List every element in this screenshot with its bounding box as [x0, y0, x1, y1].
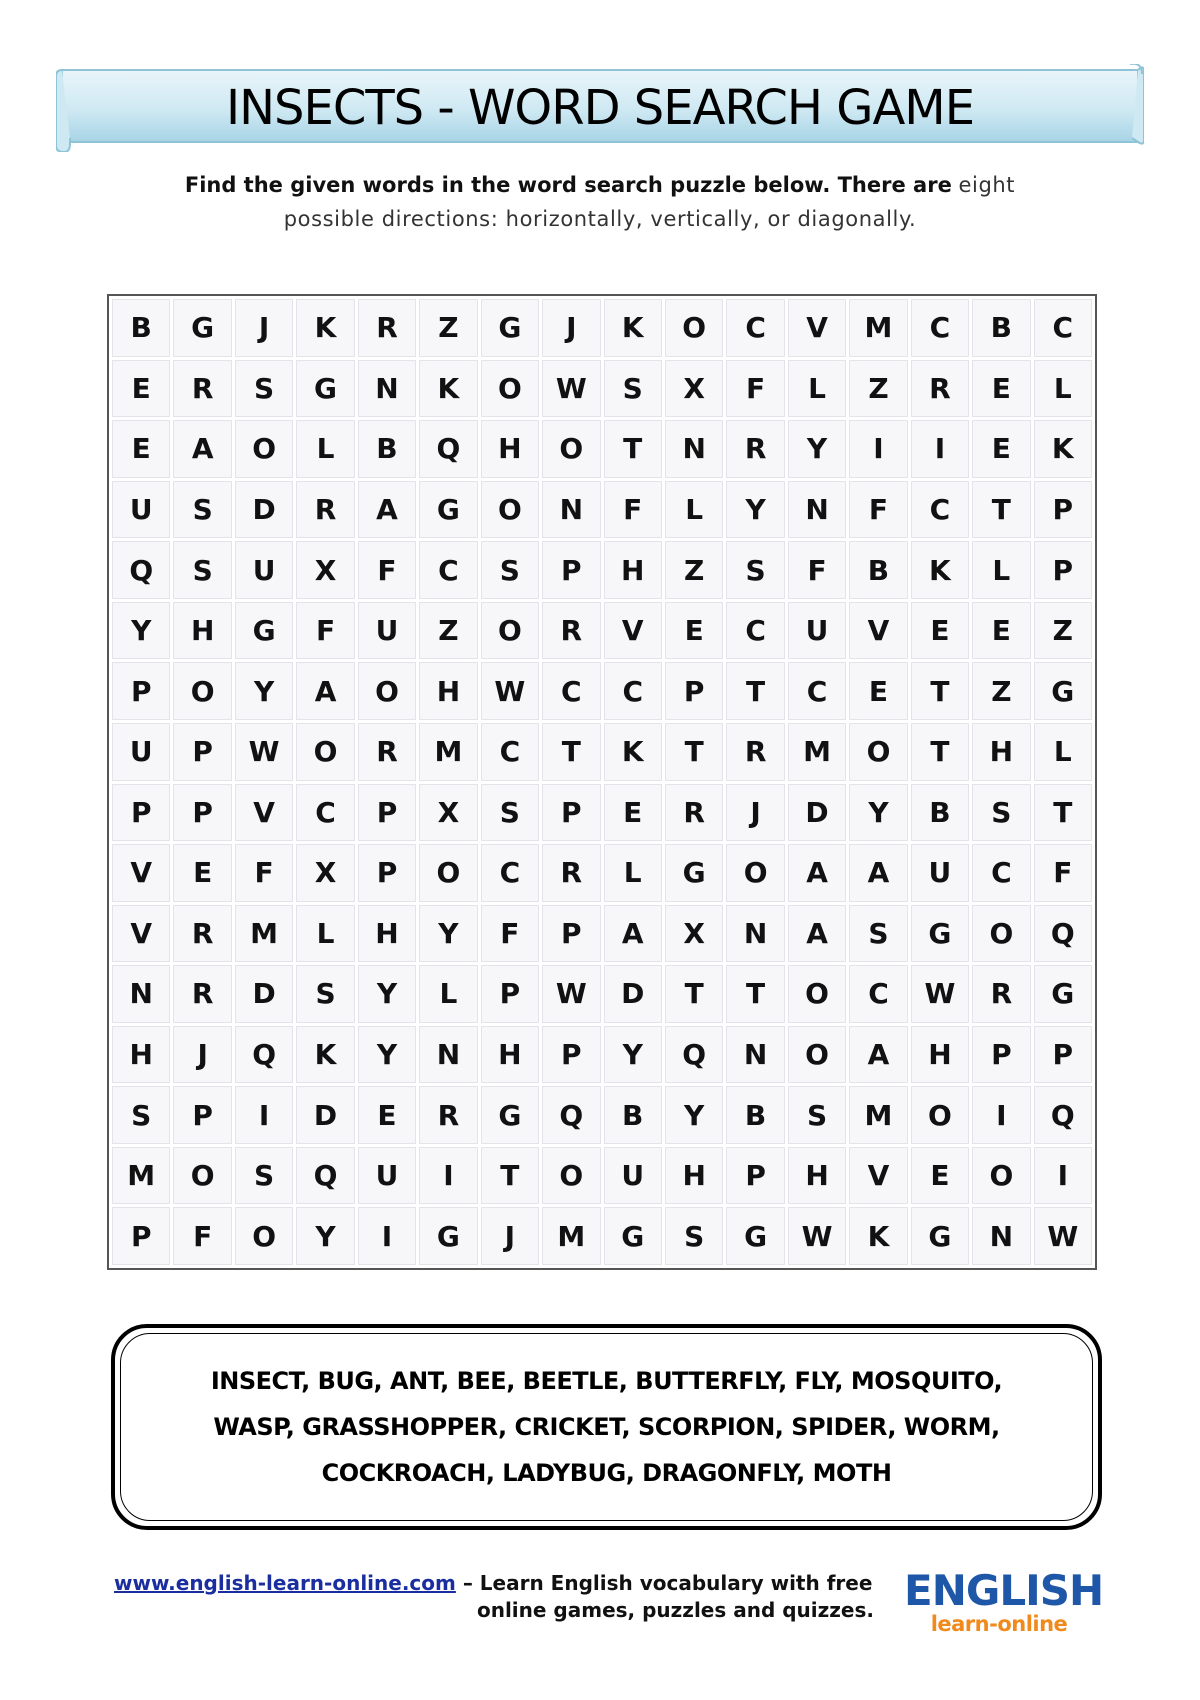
grid-cell[interactable]: G — [911, 1207, 969, 1265]
grid-cell[interactable]: P — [173, 784, 231, 842]
grid-cell[interactable]: H — [604, 541, 662, 599]
grid-cell[interactable]: Z — [419, 602, 477, 660]
grid-cell[interactable]: W — [481, 662, 539, 720]
grid-cell[interactable]: Y — [849, 784, 907, 842]
grid-cell[interactable]: Y — [112, 602, 170, 660]
grid-cell[interactable]: P — [358, 784, 416, 842]
grid-cell[interactable]: K — [604, 299, 662, 357]
grid-cell[interactable]: G — [665, 844, 723, 902]
grid-cell[interactable]: Q — [112, 541, 170, 599]
grid-cell[interactable]: C — [726, 602, 784, 660]
grid-cell[interactable]: L — [604, 844, 662, 902]
grid-cell[interactable]: N — [726, 905, 784, 963]
grid-cell[interactable]: L — [296, 905, 354, 963]
grid-cell[interactable]: G — [296, 360, 354, 418]
grid-cell[interactable]: S — [173, 541, 231, 599]
grid-cell[interactable]: O — [235, 420, 293, 478]
grid-cell[interactable]: T — [604, 420, 662, 478]
grid-cell[interactable]: Q — [542, 1086, 600, 1144]
grid-cell[interactable]: R — [542, 844, 600, 902]
grid-cell[interactable]: M — [788, 723, 846, 781]
grid-cell[interactable]: R — [911, 360, 969, 418]
grid-cell[interactable]: E — [604, 784, 662, 842]
grid-cell[interactable]: O — [419, 844, 477, 902]
grid-cell[interactable]: N — [112, 965, 170, 1023]
grid-cell[interactable]: C — [604, 662, 662, 720]
grid-cell[interactable]: E — [972, 420, 1030, 478]
grid-cell[interactable]: L — [419, 965, 477, 1023]
grid-cell[interactable]: F — [358, 541, 416, 599]
grid-cell[interactable]: G — [481, 1086, 539, 1144]
grid-cell[interactable]: X — [665, 360, 723, 418]
grid-cell[interactable]: Y — [296, 1207, 354, 1265]
word-list-line-1: INSECT, BUG, ANT, BEE, BEETLE, BUTTERFLY, FLY, MOSQUITO, — [210, 1367, 1003, 1395]
grid-cell[interactable]: F — [1034, 844, 1092, 902]
grid-cell[interactable]: S — [849, 905, 907, 963]
grid-cell[interactable]: B — [112, 299, 170, 357]
grid-cell[interactable]: O — [296, 723, 354, 781]
grid-cell[interactable]: C — [481, 844, 539, 902]
grid-cell[interactable]: D — [604, 965, 662, 1023]
grid-cell[interactable]: P — [542, 905, 600, 963]
grid-cell[interactable]: L — [665, 481, 723, 539]
word-list-line-3: COCKROACH, LADYBUG, DRAGONFLY, MOTH — [321, 1459, 892, 1487]
grid-cell[interactable]: A — [849, 1026, 907, 1084]
grid-cell[interactable]: Y — [788, 420, 846, 478]
grid-cell[interactable]: O — [911, 1086, 969, 1144]
grid-cell[interactable]: V — [235, 784, 293, 842]
grid-cell[interactable]: O — [542, 420, 600, 478]
grid-cell[interactable]: J — [542, 299, 600, 357]
grid-cell[interactable]: N — [726, 1026, 784, 1084]
grid-cell[interactable]: P — [542, 784, 600, 842]
grid-cell[interactable]: S — [726, 541, 784, 599]
grid-cell[interactable]: I — [419, 1147, 477, 1205]
grid-cell[interactable]: H — [173, 602, 231, 660]
grid-cell[interactable]: P — [173, 1086, 231, 1144]
grid-cell[interactable]: X — [296, 541, 354, 599]
grid-cell[interactable]: B — [849, 541, 907, 599]
grid-cell[interactable]: G — [726, 1207, 784, 1265]
grid-cell[interactable]: W — [1034, 1207, 1092, 1265]
grid-cell[interactable]: X — [665, 905, 723, 963]
grid-cell[interactable]: Y — [665, 1086, 723, 1144]
grid-cell[interactable]: S — [481, 784, 539, 842]
word-list-inner — [120, 1333, 1093, 1521]
grid-cell[interactable]: M — [542, 1207, 600, 1265]
grid-cell[interactable]: F — [173, 1207, 231, 1265]
grid-cell[interactable]: I — [235, 1086, 293, 1144]
grid-cell[interactable]: Q — [235, 1026, 293, 1084]
grid-cell[interactable]: N — [358, 360, 416, 418]
grid-cell[interactable]: L — [1034, 723, 1092, 781]
grid-cell[interactable]: E — [911, 1147, 969, 1205]
grid-cell[interactable]: Z — [972, 662, 1030, 720]
grid-cell[interactable]: Y — [419, 905, 477, 963]
grid-cell[interactable]: L — [788, 360, 846, 418]
grid-cell[interactable]: K — [849, 1207, 907, 1265]
grid-cell[interactable]: O — [481, 360, 539, 418]
grid-cell[interactable]: S — [481, 541, 539, 599]
grid-cell[interactable]: O — [972, 1147, 1030, 1205]
grid-cell[interactable]: U — [112, 723, 170, 781]
grid-cell[interactable]: R — [665, 784, 723, 842]
grid-cell[interactable]: O — [726, 844, 784, 902]
grid-cell[interactable]: K — [604, 723, 662, 781]
grid-cell[interactable]: H — [972, 723, 1030, 781]
grid-cell[interactable]: F — [788, 541, 846, 599]
grid-cell[interactable]: K — [1034, 420, 1092, 478]
grid-cell[interactable]: H — [481, 1026, 539, 1084]
grid-cell[interactable]: T — [726, 662, 784, 720]
grid-cell[interactable]: M — [112, 1147, 170, 1205]
grid-cell[interactable]: P — [358, 844, 416, 902]
grid-cell[interactable]: E — [173, 844, 231, 902]
grid-cell[interactable]: E — [849, 662, 907, 720]
grid-cell[interactable]: Y — [235, 662, 293, 720]
grid-cell[interactable]: L — [1034, 360, 1092, 418]
grid-cell[interactable]: O — [358, 662, 416, 720]
grid-cell[interactable]: Z — [665, 541, 723, 599]
grid-cell[interactable]: B — [972, 299, 1030, 357]
grid-cell[interactable]: V — [788, 299, 846, 357]
grid-cell[interactable]: M — [849, 1086, 907, 1144]
grid-cell[interactable]: R — [296, 481, 354, 539]
grid-cell[interactable]: D — [296, 1086, 354, 1144]
grid-cell[interactable]: E — [911, 602, 969, 660]
grid-cell[interactable]: B — [726, 1086, 784, 1144]
grid-cell[interactable]: I — [911, 420, 969, 478]
logo-text-learn-online: learn-online — [930, 1612, 1068, 1636]
grid-cell[interactable]: T — [665, 723, 723, 781]
grid-cell[interactable]: I — [849, 420, 907, 478]
grid-cell[interactable]: J — [173, 1026, 231, 1084]
grid-cell[interactable]: C — [296, 784, 354, 842]
footer-text-2: online games, puzzles and quizzes. — [476, 1598, 874, 1622]
grid-cell[interactable]: G — [419, 1207, 477, 1265]
grid-cell[interactable]: Q — [296, 1147, 354, 1205]
grid-cell[interactable]: S — [972, 784, 1030, 842]
grid-cell[interactable]: F — [296, 602, 354, 660]
footer-text-1: – Learn English vocabulary with free — [455, 1571, 873, 1595]
grid-cell[interactable]: M — [849, 299, 907, 357]
grid-cell[interactable]: N — [788, 481, 846, 539]
grid-cell[interactable]: P — [481, 965, 539, 1023]
grid-cell[interactable]: V — [112, 844, 170, 902]
grid-cell[interactable]: K — [296, 299, 354, 357]
grid-cell[interactable]: W — [542, 360, 600, 418]
grid-cell[interactable]: V — [849, 602, 907, 660]
word-search-grid — [107, 294, 1097, 1270]
site-logo[interactable] — [904, 1566, 1104, 1636]
grid-cell[interactable]: O — [788, 965, 846, 1023]
grid-cell[interactable]: H — [481, 420, 539, 478]
grid-cell[interactable]: K — [419, 360, 477, 418]
grid-cell[interactable]: F — [235, 844, 293, 902]
grid-cell[interactable]: P — [1034, 541, 1092, 599]
grid-cell[interactable]: T — [726, 965, 784, 1023]
grid-cell[interactable]: R — [726, 723, 784, 781]
instructions-light-1: eight — [958, 173, 1016, 197]
grid-cell[interactable]: I — [972, 1086, 1030, 1144]
grid-cell[interactable]: D — [788, 784, 846, 842]
grid-cell[interactable]: C — [788, 662, 846, 720]
grid-cell[interactable]: U — [112, 481, 170, 539]
grid-cell[interactable]: O — [788, 1026, 846, 1084]
grid-cell[interactable]: E — [358, 1086, 416, 1144]
instructions-bold: Find the given words in the word search puzzle below. There are — [184, 173, 952, 197]
grid-cell[interactable]: F — [849, 481, 907, 539]
grid-cell[interactable]: C — [726, 299, 784, 357]
grid-cell[interactable]: O — [849, 723, 907, 781]
grid-cell[interactable]: U — [604, 1147, 662, 1205]
grid-cell[interactable]: F — [726, 360, 784, 418]
grid-cell[interactable]: C — [542, 662, 600, 720]
grid-cell[interactable]: J — [481, 1207, 539, 1265]
grid-cell[interactable]: Y — [358, 1026, 416, 1084]
grid-cell[interactable]: C — [1034, 299, 1092, 357]
grid-cell[interactable]: V — [849, 1147, 907, 1205]
grid-cell[interactable]: G — [419, 481, 477, 539]
grid-cell[interactable]: I — [1034, 1147, 1092, 1205]
site-link[interactable]: www.english-learn-online.com — [114, 1571, 456, 1595]
grid-cell[interactable]: R — [419, 1086, 477, 1144]
grid-cell[interactable]: H — [911, 1026, 969, 1084]
grid-cell[interactable]: Q — [1034, 1086, 1092, 1144]
instructions-light-2: possible directions: horizontally, vertically, or diagonally. — [283, 207, 917, 231]
grid-cell[interactable]: S — [296, 965, 354, 1023]
grid-cell[interactable]: O — [235, 1207, 293, 1265]
grid-cell[interactable]: A — [296, 662, 354, 720]
grid-cell[interactable]: B — [911, 784, 969, 842]
grid-cell[interactable]: T — [911, 662, 969, 720]
grid-cell[interactable]: A — [358, 481, 416, 539]
grid-cell[interactable]: S — [112, 1086, 170, 1144]
grid-cell[interactable]: P — [542, 1026, 600, 1084]
grid-cell[interactable]: C — [849, 965, 907, 1023]
grid-cell[interactable]: T — [665, 965, 723, 1023]
grid-cell[interactable]: R — [542, 602, 600, 660]
grid-cell[interactable]: T — [911, 723, 969, 781]
grid-cell[interactable]: O — [173, 1147, 231, 1205]
grid-cell[interactable]: Z — [1034, 602, 1092, 660]
grid-cell[interactable]: Q — [1034, 905, 1092, 963]
grid-cell[interactable]: H — [358, 905, 416, 963]
grid-cell[interactable]: I — [358, 1207, 416, 1265]
grid-cell[interactable]: T — [542, 723, 600, 781]
grid-cell[interactable]: S — [235, 360, 293, 418]
grid-cell[interactable]: O — [481, 602, 539, 660]
word-list-line-2: WASP, GRASSHOPPER, CRICKET, SCORPION, SPIDER, WORM, — [213, 1413, 1000, 1441]
grid-cell[interactable]: V — [604, 602, 662, 660]
grid-cell[interactable]: C — [972, 844, 1030, 902]
grid-cell[interactable]: U — [358, 1147, 416, 1205]
grid-cell[interactable]: O — [665, 299, 723, 357]
grid-cell[interactable]: B — [358, 420, 416, 478]
grid-cell[interactable]: B — [604, 1086, 662, 1144]
grid-cell[interactable]: Y — [726, 481, 784, 539]
grid-cell[interactable]: P — [665, 662, 723, 720]
grid-cell[interactable]: K — [296, 1026, 354, 1084]
grid-cell[interactable]: N — [542, 481, 600, 539]
grid-cell[interactable]: Z — [849, 360, 907, 418]
grid-cell[interactable]: O — [481, 481, 539, 539]
grid-cell[interactable]: L — [296, 420, 354, 478]
grid-cell[interactable]: E — [112, 420, 170, 478]
grid-cell[interactable]: Q — [419, 420, 477, 478]
grid-cell[interactable]: C — [911, 299, 969, 357]
footer — [114, 1570, 874, 1624]
grid-cell[interactable]: P — [173, 723, 231, 781]
grid-cell[interactable]: M — [235, 905, 293, 963]
grid-cell[interactable]: D — [235, 481, 293, 539]
grid-cell[interactable]: D — [235, 965, 293, 1023]
grid-cell[interactable]: W — [788, 1207, 846, 1265]
grid-cell[interactable]: T — [972, 481, 1030, 539]
grid-cell[interactable]: W — [911, 965, 969, 1023]
grid-cell[interactable]: R — [173, 360, 231, 418]
grid-cell[interactable]: A — [788, 905, 846, 963]
title-banner — [56, 64, 1144, 152]
grid-cell[interactable]: A — [849, 844, 907, 902]
grid-cell[interactable]: P — [1034, 481, 1092, 539]
grid-cell[interactable]: R — [358, 723, 416, 781]
grid-cell[interactable]: C — [481, 723, 539, 781]
grid-cell[interactable]: S — [665, 1207, 723, 1265]
grid-cell[interactable]: W — [542, 965, 600, 1023]
grid-cell[interactable]: F — [604, 481, 662, 539]
grid-cell[interactable]: S — [604, 360, 662, 418]
grid-cell[interactable]: Y — [604, 1026, 662, 1084]
grid-cell[interactable]: M — [419, 723, 477, 781]
grid-cell[interactable]: H — [665, 1147, 723, 1205]
grid-cell[interactable]: E — [112, 360, 170, 418]
grid-cell[interactable]: U — [235, 541, 293, 599]
grid-cell[interactable]: A — [788, 844, 846, 902]
instructions — [120, 168, 1080, 236]
grid-cell[interactable]: A — [173, 420, 231, 478]
grid-cell[interactable]: E — [972, 360, 1030, 418]
grid-cell[interactable]: P — [726, 1147, 784, 1205]
grid-cell[interactable]: E — [665, 602, 723, 660]
grid-cell[interactable]: S — [235, 1147, 293, 1205]
word-list-box — [111, 1324, 1102, 1530]
grid-cell[interactable]: Y — [358, 965, 416, 1023]
grid-cell[interactable]: J — [726, 784, 784, 842]
grid-cell[interactable]: T — [481, 1147, 539, 1205]
grid-cell[interactable]: G — [1034, 662, 1092, 720]
grid-cell[interactable]: P — [1034, 1026, 1092, 1084]
grid-cell[interactable]: U — [911, 844, 969, 902]
grid-cell[interactable]: N — [665, 420, 723, 478]
grid-cell[interactable]: O — [173, 662, 231, 720]
grid-cell[interactable]: X — [296, 844, 354, 902]
grid-cell[interactable]: N — [419, 1026, 477, 1084]
grid-cell[interactable]: U — [358, 602, 416, 660]
grid-cell[interactable]: G — [173, 299, 231, 357]
grid-cell[interactable]: R — [726, 420, 784, 478]
grid-cell[interactable]: R — [173, 965, 231, 1023]
grid-cell[interactable]: H — [788, 1147, 846, 1205]
grid-cell[interactable]: T — [1034, 784, 1092, 842]
grid-cell[interactable]: L — [972, 541, 1030, 599]
grid-cell[interactable]: G — [911, 905, 969, 963]
grid-cell[interactable]: P — [112, 1207, 170, 1265]
grid-cell[interactable]: G — [235, 602, 293, 660]
grid-cell[interactable]: V — [112, 905, 170, 963]
grid-cell[interactable]: F — [481, 905, 539, 963]
grid-cell[interactable]: P — [112, 662, 170, 720]
grid-cell[interactable]: C — [911, 481, 969, 539]
grid-cell[interactable]: G — [1034, 965, 1092, 1023]
grid-cell[interactable]: S — [173, 481, 231, 539]
grid-cell[interactable]: P — [972, 1026, 1030, 1084]
grid-cell[interactable]: N — [972, 1207, 1030, 1265]
grid-cell[interactable]: J — [235, 299, 293, 357]
grid-cell[interactable]: A — [604, 905, 662, 963]
grid-cell[interactable]: E — [972, 602, 1030, 660]
grid-cell[interactable]: G — [604, 1207, 662, 1265]
grid-cell[interactable]: O — [542, 1147, 600, 1205]
grid-cell[interactable]: O — [972, 905, 1030, 963]
page-title: INSECTS - WORD SEARCH GAME — [225, 80, 975, 136]
grid-cell[interactable]: S — [788, 1086, 846, 1144]
grid-cell[interactable]: G — [481, 299, 539, 357]
grid-cell[interactable]: P — [542, 541, 600, 599]
grid-cell[interactable]: U — [788, 602, 846, 660]
grid-cell[interactable]: K — [911, 541, 969, 599]
grid-cell[interactable]: R — [972, 965, 1030, 1023]
grid-cell[interactable]: X — [419, 784, 477, 842]
grid-cell[interactable]: Q — [665, 1026, 723, 1084]
grid-cell[interactable]: R — [173, 905, 231, 963]
grid-cell[interactable]: R — [358, 299, 416, 357]
grid-cell[interactable]: P — [112, 784, 170, 842]
grid-cell[interactable]: H — [112, 1026, 170, 1084]
grid-cell[interactable]: Z — [419, 299, 477, 357]
grid-cell[interactable]: H — [419, 662, 477, 720]
logo-text-english: ENGLISH — [904, 1566, 1104, 1615]
grid-cell[interactable]: C — [419, 541, 477, 599]
grid-cell[interactable]: W — [235, 723, 293, 781]
